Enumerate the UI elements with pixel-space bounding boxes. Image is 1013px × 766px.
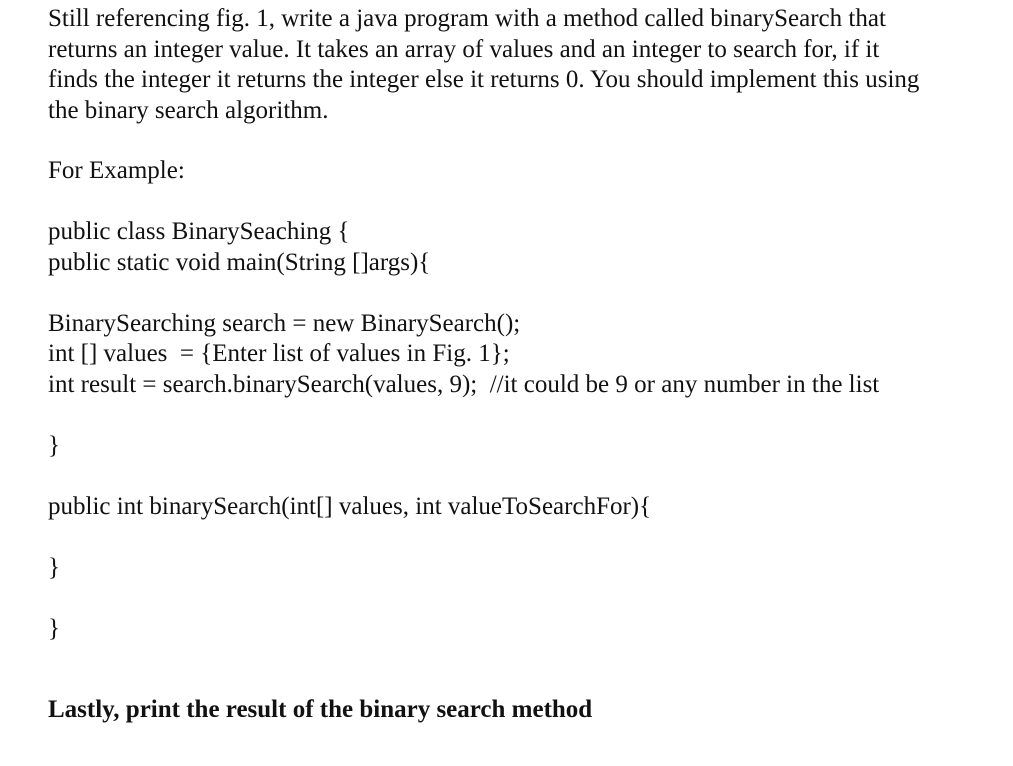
question-line-3: finds the integer it returns the integer else it returns 0. You should implement this using [48, 66, 920, 93]
code-main-close: } [48, 432, 60, 459]
code-method-close: } [48, 554, 60, 581]
code-class-close: } [48, 615, 60, 642]
question-line-4: the binary search algorithm. [48, 97, 329, 124]
code-result-init: int result = search.binarySearch(values, 9); //it could be 9 or any number in the list [48, 371, 880, 398]
question-line-1: Still referencing fig. 1, write a java program with a method called binarySearch that [48, 5, 886, 32]
example-heading: For Example: [48, 157, 185, 184]
code-search-init: BinarySearching search = new BinarySearch(); [48, 310, 521, 337]
final-instruction: Lastly, print the result of the binary search method [48, 696, 593, 723]
code-main-declaration: public static void main(String []args){ [48, 249, 431, 276]
code-values-init: int [] values = {Enter list of values in Fig. 1}; [48, 340, 510, 367]
code-method-declaration: public int binarySearch(int[] values, int valueToSearchFor){ [48, 493, 652, 520]
question-line-2: returns an integer value. It takes an array of values and an integer to search for, if it [48, 36, 880, 63]
document-page [48, 0, 998, 766]
code-class-declaration: public class BinarySeaching { [48, 218, 350, 245]
